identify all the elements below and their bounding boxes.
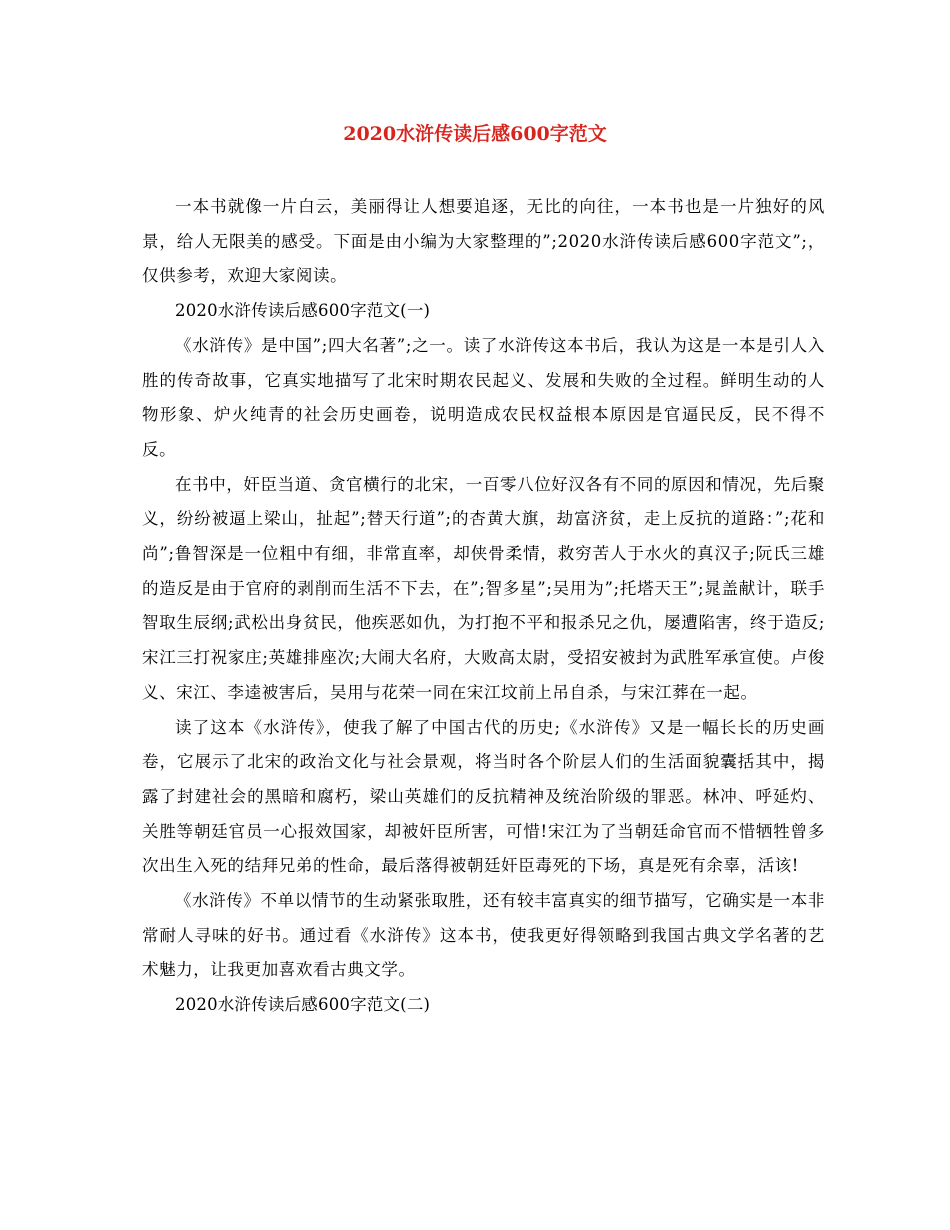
paragraph-4: 《水浒传》不单以情节的生动紧张取胜，还有较丰富真实的细节描写，它确实是一本非常耐人寻味的好书。通过看《水浒传》这本书，使我更好得领略到我国古典文学名著的艺术魅力，让我更加喜欢看古典文学。 xyxy=(142,891,825,980)
section-heading-2: 2020水浒传读后感600字范文(二) xyxy=(175,995,431,1015)
paragraph-1: 《水浒传》是中国”;四大名著”;之一。读了水浒传这本书后，我认为这是一本是引人入胜的传奇故事，它真实地描写了北宋时期农民起义、发展和失败的全过程。鲜明生动的人物形象、炉火纯青的社会历史画卷，说明造成农民权益根本原因是官逼民反，民不得不反。 xyxy=(142,335,825,459)
document-title: 2020水浒传读后感600字范文 xyxy=(343,123,607,145)
paragraph-2: 在书中，奸臣当道、贪官横行的北宋，一百零八位好汉各有不同的原因和情况，先后聚义，纷纷被逼上梁山，扯起”;替天行道”;的杏黄大旗，劫富济贫，走上反抗的道路：”;花和尚”;鲁智深是一位粗中有细，非常直率，却侠骨柔情，救穷苦人于水火的真汉子;阮氏三雄的造反是由于官府的剥削而生活不下去，在”;智多星”;吴用为”;托塔天王”;晁盖献计，联手智取生辰纲;武松出身贫民，他疾恶如仇，为打抱不平和报杀兄之仇，屡遭陷害，终于造反;宋江三打祝家庄;英雄排座次;大闹大名府，大败高太尉，受招安被封为武胜军承宣使。卢俊义、宋江、李逵被害后，吴用与花荣一同在宋江坟前上吊自杀，与宋江葬在一起。 xyxy=(142,474,825,702)
document-body xyxy=(142,190,825,1023)
intro-paragraph: 一本书就像一片白云，美丽得让人想要追逐，无比的向往，一本书也是一片独好的风景，给人无限美的感受。下面是由小编为大家整理的”;2020水浒传读后感600字范文”;，仅供参考，欢迎大家阅读。 xyxy=(142,197,825,286)
section-heading-1: 2020水浒传读后感600字范文(一) xyxy=(175,301,431,321)
paragraph-3: 读了这本《水浒传》，使我了解了中国古代的历史;《水浒传》又是一幅长长的历史画卷，它展示了北宋的政治文化与社会景观，将当时各个阶层人们的生活面貌囊括其中，揭露了封建社会的黑暗和腐朽，梁山英雄们的反抗精神及统治阶级的罪恶。林冲、呼延灼、关胜等朝廷官员一心报效国家，却被奸臣所害，可惜!宋江为了当朝廷命官而不惜牺牲曾多次出生入死的结拜兄弟的性命，最后落得被朝廷奸臣毒死的下场，真是死有余辜，活该! xyxy=(142,717,825,876)
